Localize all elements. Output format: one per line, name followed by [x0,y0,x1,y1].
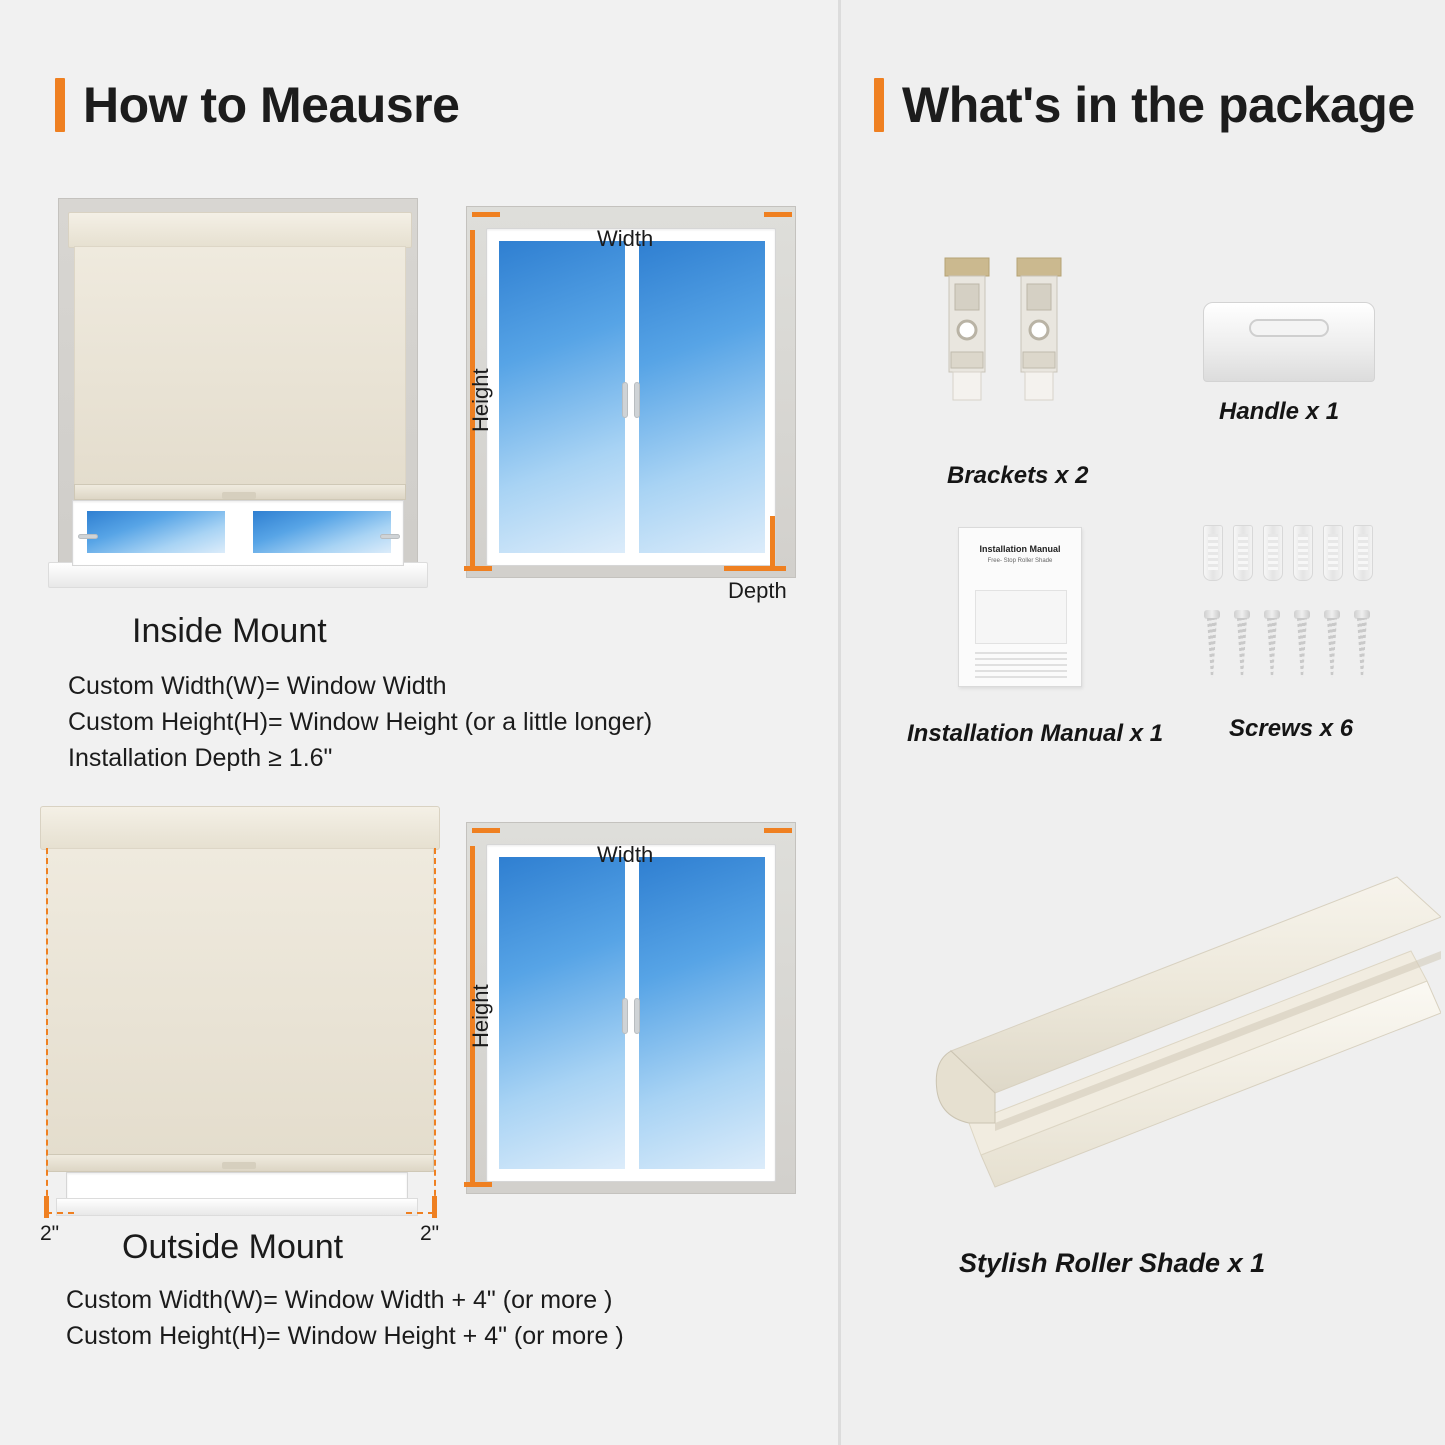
height-mark-bottom [464,566,492,571]
inside-depth-label: Depth [728,578,787,603]
installation-manual-icon [958,527,1082,687]
screw-6 [1354,610,1370,684]
screw-1 [1204,610,1220,684]
overhang-guide-right [434,848,436,1216]
bracket-icon-2 [1011,254,1067,404]
outside-dimension-handle-left [622,998,628,1034]
manual-subtitle-text: Free- Stop Roller Shade [987,558,1053,564]
wall-anchor-4 [1293,525,1313,581]
wall-anchor-1 [1203,525,1223,581]
outside-spec-2: Custom Height(H)= Window Height + 4" (or more ) [66,1322,624,1350]
overhang-label-left: 2" [40,1222,60,1245]
overhang-tick-right [432,1196,437,1218]
wall-anchor-6 [1353,525,1373,581]
screw-5 [1324,610,1340,684]
roller-shade-product-image [911,855,1441,1245]
outside-width-mark-left [472,828,500,833]
wall-anchor-2 [1233,525,1253,581]
dimension-glass-right [638,240,766,554]
inside-spec-1: Custom Width(W)= Window Width [68,672,447,700]
manual-illustration [975,590,1067,644]
dimension-handle-left [622,382,628,418]
inside-spec-2: Custom Height(H)= Window Height (or a little longer) [68,708,653,736]
how-to-measure-heading [55,76,459,134]
width-mark-left [472,212,500,217]
handle-caption: Handle x 1 [1219,398,1340,425]
window-handle-left [78,534,98,539]
wall-anchor-3 [1263,525,1283,581]
how-to-measure-title: How to Meausre [83,77,460,133]
outside-dimension-handle-right [634,998,640,1034]
manual-caption: Installation Manual x 1 [907,720,1164,747]
screw-4 [1294,610,1310,684]
inside-mount-title: Inside Mount [132,612,327,650]
shade-pull-tab [222,492,256,499]
outside-height-mark-bottom [464,1182,492,1187]
depth-mark-bottom [724,566,786,571]
overhang-tick-left [44,1196,49,1218]
roller-shade-svg [911,855,1441,1245]
bracket-svg-1 [939,254,995,404]
overhang-measure-right [406,1212,434,1214]
window-glass-right [252,510,392,554]
overhang-measure-left [46,1212,74,1214]
outside-shade-fabric [46,848,434,1156]
manual-text-lines [975,652,1067,682]
outside-mount-title: Outside Mount [122,1228,344,1266]
shade-fabric [74,246,406,486]
inside-spec-3: Installation Depth ≥ 1.6" [68,744,333,772]
handle-part-icon [1203,302,1375,382]
overhang-label-right: 2" [420,1222,440,1245]
outside-shade-pull-tab [222,1162,256,1169]
heading-accent-bar-right [874,78,884,132]
window-glass-left [86,510,226,554]
inside-height-label: Height [468,368,493,432]
width-mark-right [764,212,792,217]
package-heading [874,76,1415,134]
window-handle-right [380,534,400,539]
manual-title-text: Installation Manual [979,544,1061,554]
dimension-glass-left [498,240,626,554]
outside-width-mark-right [764,828,792,833]
outside-shade-headrail [40,806,440,850]
overhang-guide-left [46,848,48,1216]
shade-headrail [68,212,412,248]
dimension-handle-right [634,382,640,418]
outside-height-label: Height [468,984,493,1048]
heading-accent-bar [55,78,65,132]
screw-3 [1264,610,1280,684]
handle-slot [1249,319,1329,337]
screw-2 [1234,610,1250,684]
outside-window-sill [56,1198,418,1216]
roller-shade-caption: Stylish Roller Shade x 1 [959,1248,1266,1278]
inside-width-label: Width [597,226,654,251]
outside-width-label: Width [597,842,654,867]
package-contents-panel [838,0,1445,1445]
bracket-svg-2 [1011,254,1067,404]
bracket-icon-1 [939,254,995,404]
brackets-caption: Brackets x 2 [947,462,1089,489]
screws-caption: Screws x 6 [1229,715,1354,742]
package-title: What's in the package [902,77,1415,133]
wall-anchor-5 [1323,525,1343,581]
outside-dimension-glass-right [638,856,766,1170]
depth-mark-line [770,516,775,568]
outside-dimension-glass-left [498,856,626,1170]
outside-spec-1: Custom Width(W)= Window Width + 4" (or more ) [66,1286,613,1314]
